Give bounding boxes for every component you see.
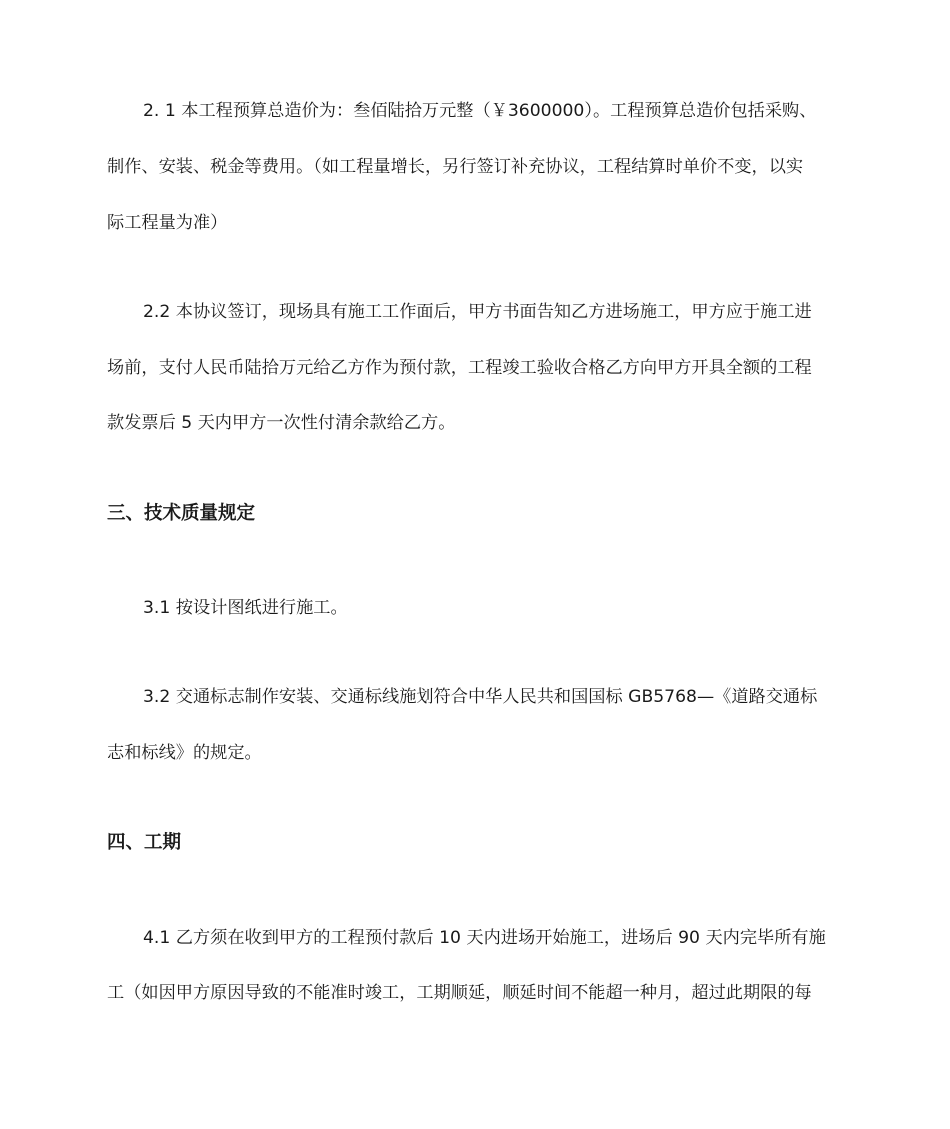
paragraph-2-2-line-3: 款发票后 5 天内甲方一次性付清余款给乙方。 [107,413,456,433]
paragraph-2-1-line-1: 2. 1 本工程预算总造价为：叁佰陆拾万元整（￥3600000）。工程预算总造价包括采购、 [143,101,817,121]
paragraph-2-1-line-2: 制作、安装、税金等费用。（如工程量增长，另行签订补充协议，工程结算时单价不变，以实 [107,157,804,177]
paragraph-4-1-line-2: 工（如因甲方原因导致的不能准时竣工，工期顺延，顺延时间不能超一种月，超过此期限的每 [107,983,812,1003]
paragraph-4-1-line-1: 4.1 乙方须在收到甲方的工程预付款后 10 天内进场开始施工，进场后 90 天内完毕所有施 [143,928,826,948]
paragraph-3-2-line-1: 3.2 交通标志制作安装、交通标线施划符合中华人民共和国国标 GB5768—《道路交通标 [143,687,818,707]
section-3-heading: 三、技术质量规定 [107,503,256,524]
paragraph-3-2-line-2: 志和标线》的规定。 [107,743,262,763]
paragraph-2-1-line-3: 际工程量为准） [107,213,228,233]
paragraph-2-2-line-1: 2.2 本协议签订，现场具有施工工作面后，甲方书面告知乙方进场施工，甲方应于施工进 [143,302,812,322]
section-4-heading: 四、工期 [107,832,182,853]
paragraph-3-1-line-1: 3.1 按设计图纸进行施工。 [143,598,348,618]
paragraph-2-2-line-2: 场前，支付人民币陆拾万元给乙方作为预付款，工程竣工验收合格乙方向甲方开具全额的工程 [107,358,812,378]
